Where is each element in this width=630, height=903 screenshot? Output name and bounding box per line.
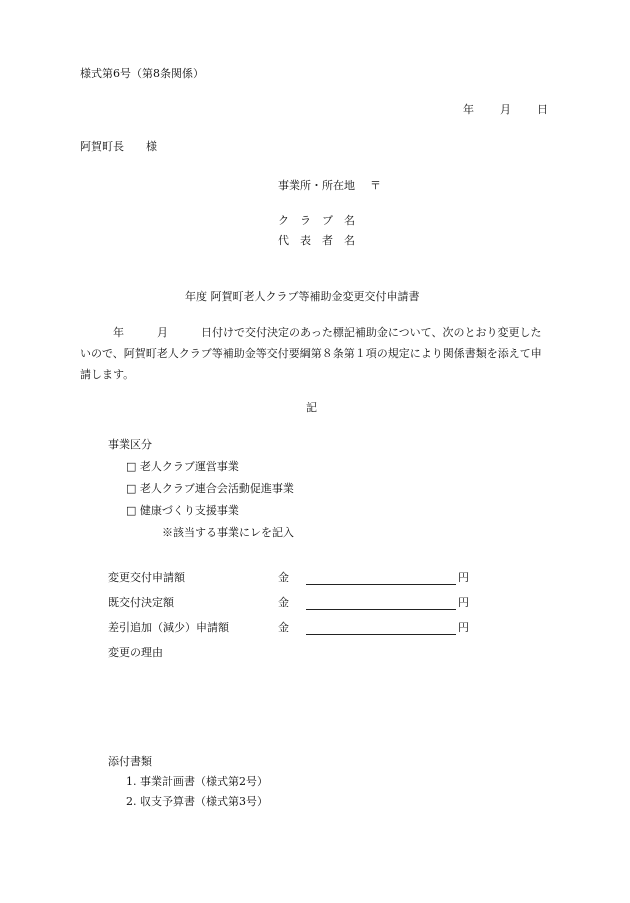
form-number: 様式第6号（第8条関係）	[80, 67, 204, 80]
date-month: 月	[500, 103, 511, 116]
attachment-item: 1. 事業計画書（様式第2号）	[126, 775, 268, 788]
amount-unit: 円	[458, 621, 469, 634]
amount-prefix: 金	[278, 571, 289, 584]
amount-label: 変更交付申請額	[108, 571, 185, 584]
category-option: □ 老人クラブ連合会活動促進事業	[126, 482, 294, 495]
office-label: 事業所・所在地	[278, 179, 355, 192]
amount-label: 既交付決定額	[108, 596, 174, 609]
amount-prefix: 金	[278, 596, 289, 609]
amount-blank-line	[306, 584, 456, 585]
attachments-label: 添付書類	[108, 755, 152, 768]
reason-label: 変更の理由	[108, 646, 163, 659]
category-note: ※該当する事業にレを記入	[162, 526, 294, 539]
body-paragraph: 年 月 日付けで交付決定のあった標記補助金について、次のとおり変更したいので、阿賀町老人クラブ等補助金等交付要綱第８条第１項の規定により関係書類を添えて申請します。	[80, 326, 542, 381]
date-day: 日	[537, 103, 548, 116]
amount-prefix: 金	[278, 621, 289, 634]
category-option: □ 健康づくり支援事業	[126, 504, 239, 517]
ki-heading: 記	[306, 401, 317, 414]
addressee: 阿賀町長 様	[80, 140, 157, 153]
postal-mark: 〒	[370, 179, 381, 192]
date-year: 年	[463, 103, 474, 116]
club-name-label: ク ラ ブ 名	[278, 214, 355, 227]
document-title: 年度 阿賀町老人クラブ等補助金変更交付申請書	[185, 290, 420, 303]
amount-blank-line	[306, 609, 456, 610]
amount-unit: 円	[458, 596, 469, 609]
category-option: □ 老人クラブ運営事業	[126, 460, 239, 473]
attachment-item: 2. 収支予算書（様式第3号）	[126, 795, 268, 808]
amount-unit: 円	[458, 571, 469, 584]
amount-blank-line	[306, 634, 456, 635]
category-label: 事業区分	[108, 438, 152, 451]
amount-label: 差引追加（減少）申請額	[108, 621, 229, 634]
representative-label: 代 表 者 名	[278, 234, 355, 247]
